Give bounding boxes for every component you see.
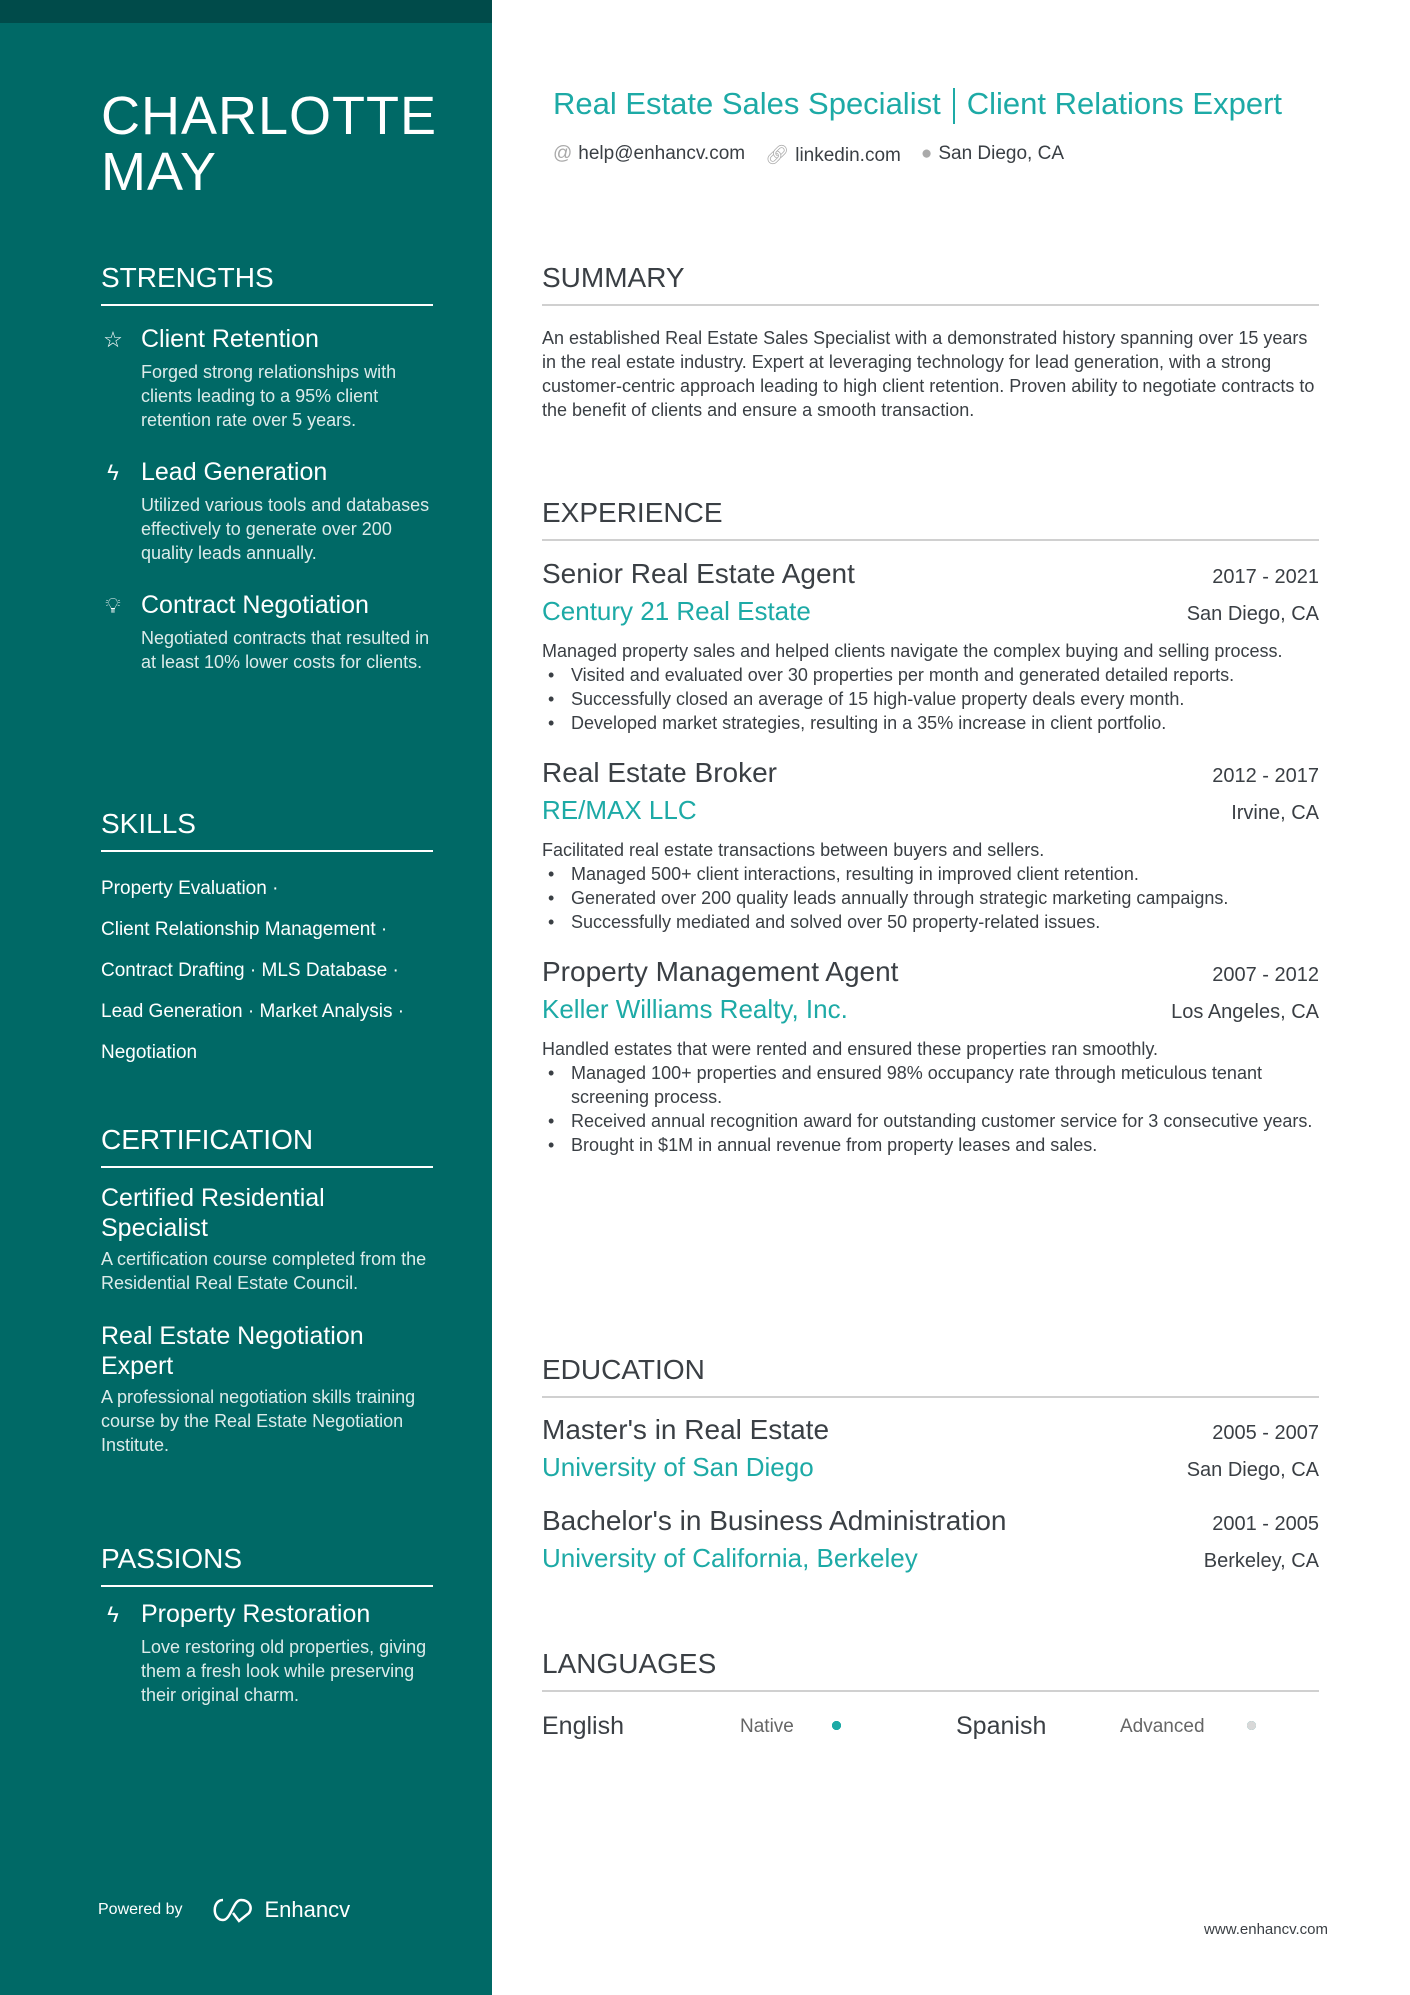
job-desc: Handled estates that were rented and ensured these properties ran smoothly. — [542, 1039, 1159, 1059]
job-location: Irvine, CA — [1231, 802, 1319, 824]
link-icon: 🔗︎ — [765, 145, 790, 166]
sidebar — [0, 0, 492, 1995]
enhancv-logo[interactable] — [209, 1897, 351, 1923]
cert-desc: A professional negotiation skills training course by the Real Estate Negotiation Institute. — [101, 1387, 416, 1455]
bullet: • Generated over 200 quality leads annually through strategic marketing campaigns. — [542, 886, 1319, 910]
cert-title: Real Estate Negotiation Expert — [101, 1322, 364, 1380]
passion-item — [101, 1600, 441, 1707]
degree: Bachelor's in Business Administration — [542, 1505, 1007, 1536]
dates: 2001 - 2005 — [1212, 1513, 1319, 1535]
strength-item — [101, 591, 441, 674]
job-title: Senior Real Estate Agent — [542, 558, 855, 589]
bullet: • Brought in $1M in annual revenue from property leases and sales. — [542, 1133, 1319, 1157]
strength-desc: Utilized various tools and databases effectively to generate over 200 quality leads annually. — [141, 495, 430, 563]
bullet: • Received annual recognition award for outstanding customer service for 3 consecutive years. — [542, 1109, 1319, 1133]
degree: Master's in Real Estate — [542, 1414, 830, 1445]
enhancv-logo-icon — [209, 1897, 255, 1923]
skill-line: Negotiation — [101, 1042, 198, 1063]
passions-heading: PASSIONS — [101, 1543, 433, 1587]
location-contact — [921, 143, 1064, 167]
linkedin-text: linkedin.com — [795, 145, 901, 166]
powered-by — [98, 1897, 350, 1923]
strength-item — [101, 458, 441, 565]
job-item — [542, 956, 1319, 1157]
certification-heading: CERTIFICATION — [101, 1124, 433, 1168]
job-desc: Facilitated real estate transactions between buyers and sellers. — [542, 840, 1045, 860]
cert-item — [101, 1321, 431, 1457]
summary-text: An established Real Estate Sales Specialist with a demonstrated history spanning over 15 years in the real estate industry. Expert at leveraging technology for lead generation, with a strong customer-centric approach leading to high client retention. Proven ability to negotiate contracts to the benefit of clients and ensure a smooth transaction. — [542, 328, 1315, 420]
skill-line: Lead Generation · Market Analysis · — [101, 1001, 405, 1022]
job-dates: 2007 - 2012 — [1212, 964, 1319, 986]
linkedin-contact[interactable] — [765, 143, 901, 167]
experience-heading: EXPERIENCE — [542, 497, 1319, 541]
divider — [953, 88, 955, 124]
language-level: Native — [740, 1716, 794, 1737]
passions-list — [101, 1600, 441, 1733]
job-desc: Managed property sales and helped clients navigate the complex buying and selling process. — [542, 641, 1283, 661]
strengths-list — [101, 325, 441, 700]
summary-heading: SUMMARY — [542, 262, 1319, 306]
language-name: Spanish — [956, 1712, 1047, 1740]
bullet-list — [542, 862, 1319, 934]
email-contact[interactable] — [553, 143, 745, 167]
cert-title: Certified Residential Specialist — [101, 1184, 325, 1242]
job-item — [542, 558, 1319, 735]
skills-list — [101, 868, 404, 1073]
bullet-list — [542, 663, 1319, 735]
languages-heading: LANGUAGES — [542, 1648, 1319, 1692]
job-item — [542, 757, 1319, 934]
headline — [553, 86, 1282, 124]
location-pin-icon: ● — [920, 143, 933, 164]
passion-title: Property Restoration — [141, 1600, 371, 1628]
rating-dot — [832, 1721, 841, 1730]
footer-url[interactable]: www.enhancv.com — [1204, 1921, 1328, 1938]
bullet: • Managed 500+ client interactions, resulting in improved client retention. — [542, 862, 1319, 886]
job-title: Real Estate Broker — [542, 757, 777, 788]
job-location: Los Angeles, CA — [1171, 1001, 1319, 1023]
education-item — [542, 1414, 1319, 1483]
skill-line: Contract Drafting · MLS Database · — [101, 960, 399, 981]
languages-row — [542, 1712, 1319, 1752]
brand-name: Enhancv — [264, 1897, 351, 1922]
strength-desc: Forged strong relationships with clients leading to a 95% client retention rate over 5 years. — [141, 362, 397, 430]
strengths-heading: STRENGTHS — [101, 262, 433, 306]
job-dates: 2012 - 2017 — [1212, 765, 1319, 787]
cert-list — [101, 1183, 431, 1483]
email-text: help@enhancv.com — [578, 143, 746, 164]
job-dates: 2017 - 2021 — [1212, 566, 1319, 588]
star-icon: ☆ — [103, 327, 123, 352]
bullet: • Developed market strategies, resulting in a 35% increase in client portfolio. — [542, 711, 1319, 735]
job-location: San Diego, CA — [1186, 603, 1319, 625]
job-title: Property Management Agent — [542, 956, 899, 987]
language-level: Advanced — [1120, 1716, 1205, 1737]
bullet: • Successfully closed an average of 15 high-value property deals every month. — [542, 687, 1319, 711]
location: San Diego, CA — [1186, 1459, 1319, 1481]
strength-desc: Negotiated contracts that resulted in at least 10% lower costs for clients. — [141, 628, 430, 672]
strength-title: Contract Negotiation — [141, 591, 369, 619]
skill-line: Client Relationship Management · — [101, 919, 388, 940]
school: University of San Diego — [542, 1452, 814, 1482]
skills-heading: SKILLS — [101, 808, 433, 852]
bullet-list — [542, 1061, 1319, 1157]
headline-part1: Real Estate Sales Specialist — [553, 86, 941, 121]
bolt-icon: ϟ — [107, 460, 119, 485]
strength-title: Client Retention — [141, 325, 319, 353]
dates: 2005 - 2007 — [1212, 1422, 1319, 1444]
passion-desc: Love restoring old properties, giving them a fresh look while preserving their original charm. — [141, 1637, 427, 1705]
powered-by-label: Powered by — [98, 1901, 183, 1918]
language-name: English — [542, 1712, 624, 1740]
bullet: • Visited and evaluated over 30 properties per month and generated detailed reports. — [542, 663, 1319, 687]
bullet: • Successfully mediated and solved over 50 property-related issues. — [542, 910, 1319, 934]
education-item — [542, 1505, 1319, 1574]
contact-row — [553, 143, 1064, 167]
experience-list — [542, 558, 1319, 1179]
education-heading: EDUCATION — [542, 1354, 1319, 1398]
education-list — [542, 1414, 1319, 1596]
bullet: • Managed 100+ properties and ensured 98% occupancy rate through meticulous tenant screening process. — [542, 1061, 1319, 1109]
cert-desc: A certification course completed from the Residential Real Estate Council. — [101, 1249, 427, 1293]
school: University of California, Berkeley — [542, 1543, 918, 1573]
lightbulb-icon: 💡︎ — [105, 593, 121, 618]
company: RE/MAX LLC — [542, 795, 697, 825]
at-icon: @ — [553, 143, 573, 164]
company: Keller Williams Realty, Inc. — [542, 994, 848, 1024]
top-band — [0, 0, 492, 23]
location: Berkeley, CA — [1203, 1550, 1319, 1572]
location-text: San Diego, CA — [938, 143, 1065, 164]
cert-item — [101, 1183, 431, 1295]
strength-title: Lead Generation — [141, 458, 328, 486]
strength-item — [101, 325, 441, 432]
company: Century 21 Real Estate — [542, 596, 811, 626]
candidate-name: CHARLOTTE MAY — [101, 86, 438, 202]
bolt-icon: ϟ — [107, 1602, 119, 1627]
headline-part2: Client Relations Expert — [966, 86, 1283, 121]
rating-dot — [1247, 1721, 1256, 1730]
skill-line: Property Evaluation · — [101, 878, 279, 899]
